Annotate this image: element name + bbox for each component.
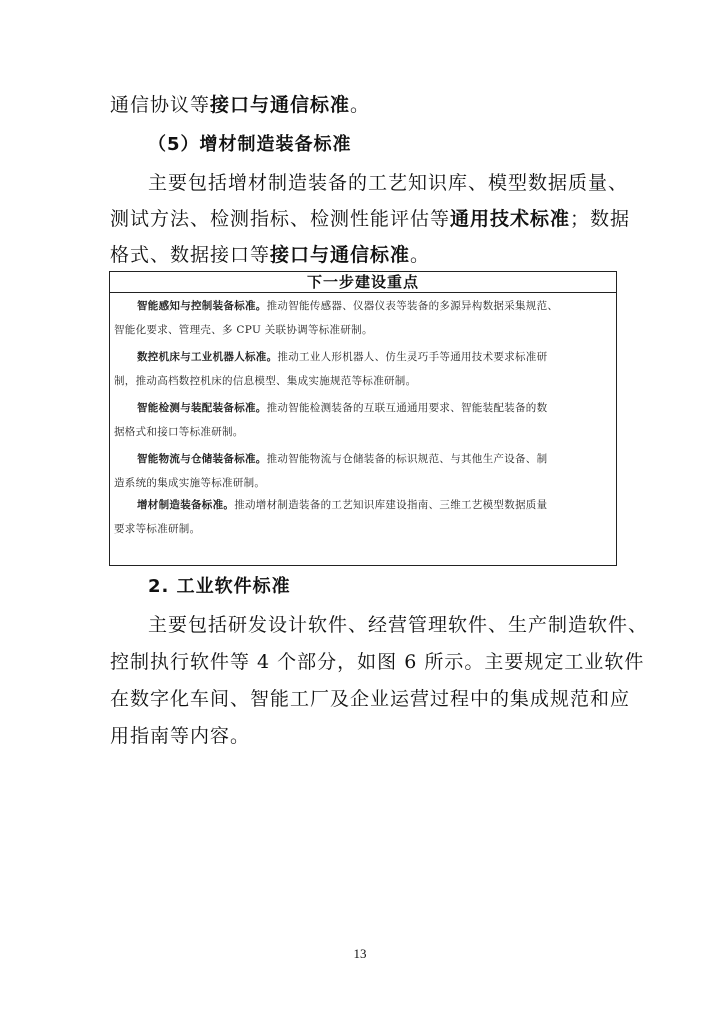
box-title: 下一步建设重点	[306, 273, 419, 291]
box-item-line: 要求等标准研制。	[114, 523, 201, 535]
box-item-line: 智能检测与装配装备标准。推动智能检测装备的互联互通通用要求、智能装配装备的数	[137, 402, 548, 414]
box-item-line: 智能物流与仓储装备标准。推动智能物流与仓储装备的标识规范、与其他生产设备、制	[137, 453, 548, 465]
box-item-line: 据格式和接口等标准研制。	[114, 426, 244, 438]
body-text-line: 通信协议等接口与通信标准。	[110, 94, 371, 116]
box-item-line: 数控机床与工业机器人标准。推动工业人形机器人、仿生灵巧手等通用技术要求标准研	[137, 351, 548, 363]
body-text-line: 控制执行软件等 4 个部分，如图 6 所示。主要规定工业软件	[110, 651, 645, 673]
section-heading: 2. 工业软件标准	[148, 576, 291, 597]
body-text-line: 主要包括增材制造装备的工艺知识库、模型数据质量、	[148, 172, 629, 194]
bold-term: 接口与通信标准	[270, 244, 411, 266]
box-item-line: 制，推动高档数控机床的信息模型、集成实施规范等标准研制。	[114, 375, 417, 387]
bold-term: 通用技术标准	[450, 208, 571, 230]
box-divider	[110, 292, 616, 293]
body-text-line: 测试方法、检测指标、检测性能评估等通用技术标准；数据	[110, 208, 631, 230]
body-text-line: 在数字化车间、智能工厂及企业运营过程中的集成规范和应	[110, 688, 631, 710]
box-item-line: 增材制造装备标准。推动增材制造装备的工艺知识库建设指南、三维工艺模型数据质量	[137, 499, 548, 511]
page-number: 13	[353, 946, 367, 961]
body-text-line: 用指南等内容。	[110, 725, 251, 747]
next-steps-box	[109, 271, 617, 566]
box-item-line: 智能感知与控制装备标准。推动智能传感器、仪器仪表等装备的多源异构数据采集规范、	[137, 300, 559, 312]
body-text-line: 格式、数据接口等接口与通信标准。	[110, 244, 431, 266]
bold-term: 接口与通信标准	[210, 94, 351, 116]
body-text-line: 主要包括研发设计软件、经营管理软件、生产制造软件、	[148, 614, 649, 636]
section-heading: （5）增材制造装备标准	[148, 134, 352, 155]
box-item-line: 智能化要求、管理壳、多 CPU 关联协调等标准研制。	[114, 324, 373, 336]
box-item-line: 造系统的集成实施等标准研制。	[114, 477, 266, 489]
